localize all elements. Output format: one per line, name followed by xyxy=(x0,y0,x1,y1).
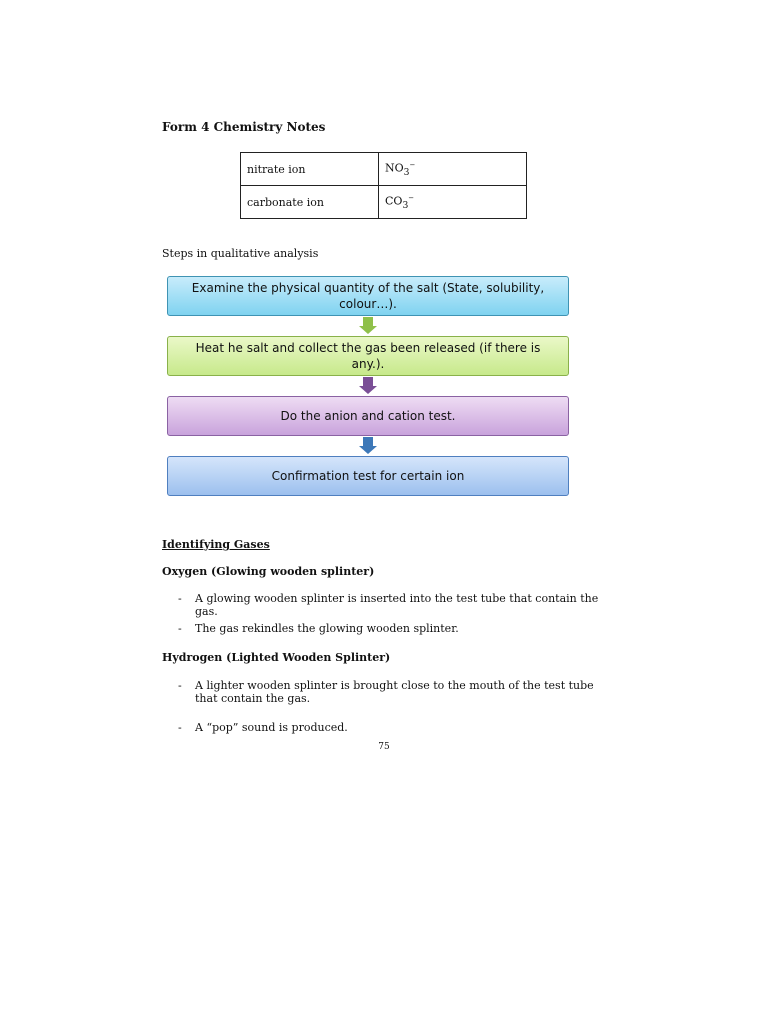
oxygen-heading: Oxygen (Glowing wooden splinter) xyxy=(162,565,375,578)
bullet: - xyxy=(178,592,182,605)
ion-table xyxy=(240,152,527,219)
ion-formula: $CO_3^-$ xyxy=(379,186,527,219)
ion-name: carbonate ion xyxy=(241,186,379,219)
down-arrow-icon xyxy=(359,317,377,337)
list-item: A “pop” sound is produced. xyxy=(195,721,348,734)
steps-title: Steps in qualitative analysis xyxy=(162,247,319,260)
flow-step-1: Examine the physical quantity of the salt (State, solubility, colour…). xyxy=(167,276,569,316)
flow-step-2: Heat he salt and collect the gas been released (if there is any.). xyxy=(167,336,569,376)
table-row xyxy=(241,186,527,219)
flow-step-3: Do the anion and cation test. xyxy=(167,396,569,436)
down-arrow-icon xyxy=(359,377,377,397)
bullet: - xyxy=(178,622,182,635)
bullet: - xyxy=(178,721,182,734)
bullet: - xyxy=(178,679,182,692)
page-number: 75 xyxy=(378,742,390,752)
ion-name: nitrate ion xyxy=(241,153,379,186)
list-item: The gas rekindles the glowing wooden splinter. xyxy=(195,622,459,635)
list-item: A lighter wooden splinter is brought close to the mouth of the test tube that contain the gas. xyxy=(195,679,594,705)
list-item: A glowing wooden splinter is inserted into the test tube that contain the gas. xyxy=(195,592,599,618)
flow-step-4: Confirmation test for certain ion xyxy=(167,456,569,496)
section-title: Identifying Gases xyxy=(162,538,270,551)
down-arrow-icon xyxy=(359,437,377,457)
table-row xyxy=(241,153,527,186)
page-header: Form 4 Chemistry Notes xyxy=(162,120,326,134)
ion-formula: $NO_3^-$ xyxy=(379,153,527,186)
hydrogen-heading: Hydrogen (Lighted Wooden Splinter) xyxy=(162,651,391,664)
